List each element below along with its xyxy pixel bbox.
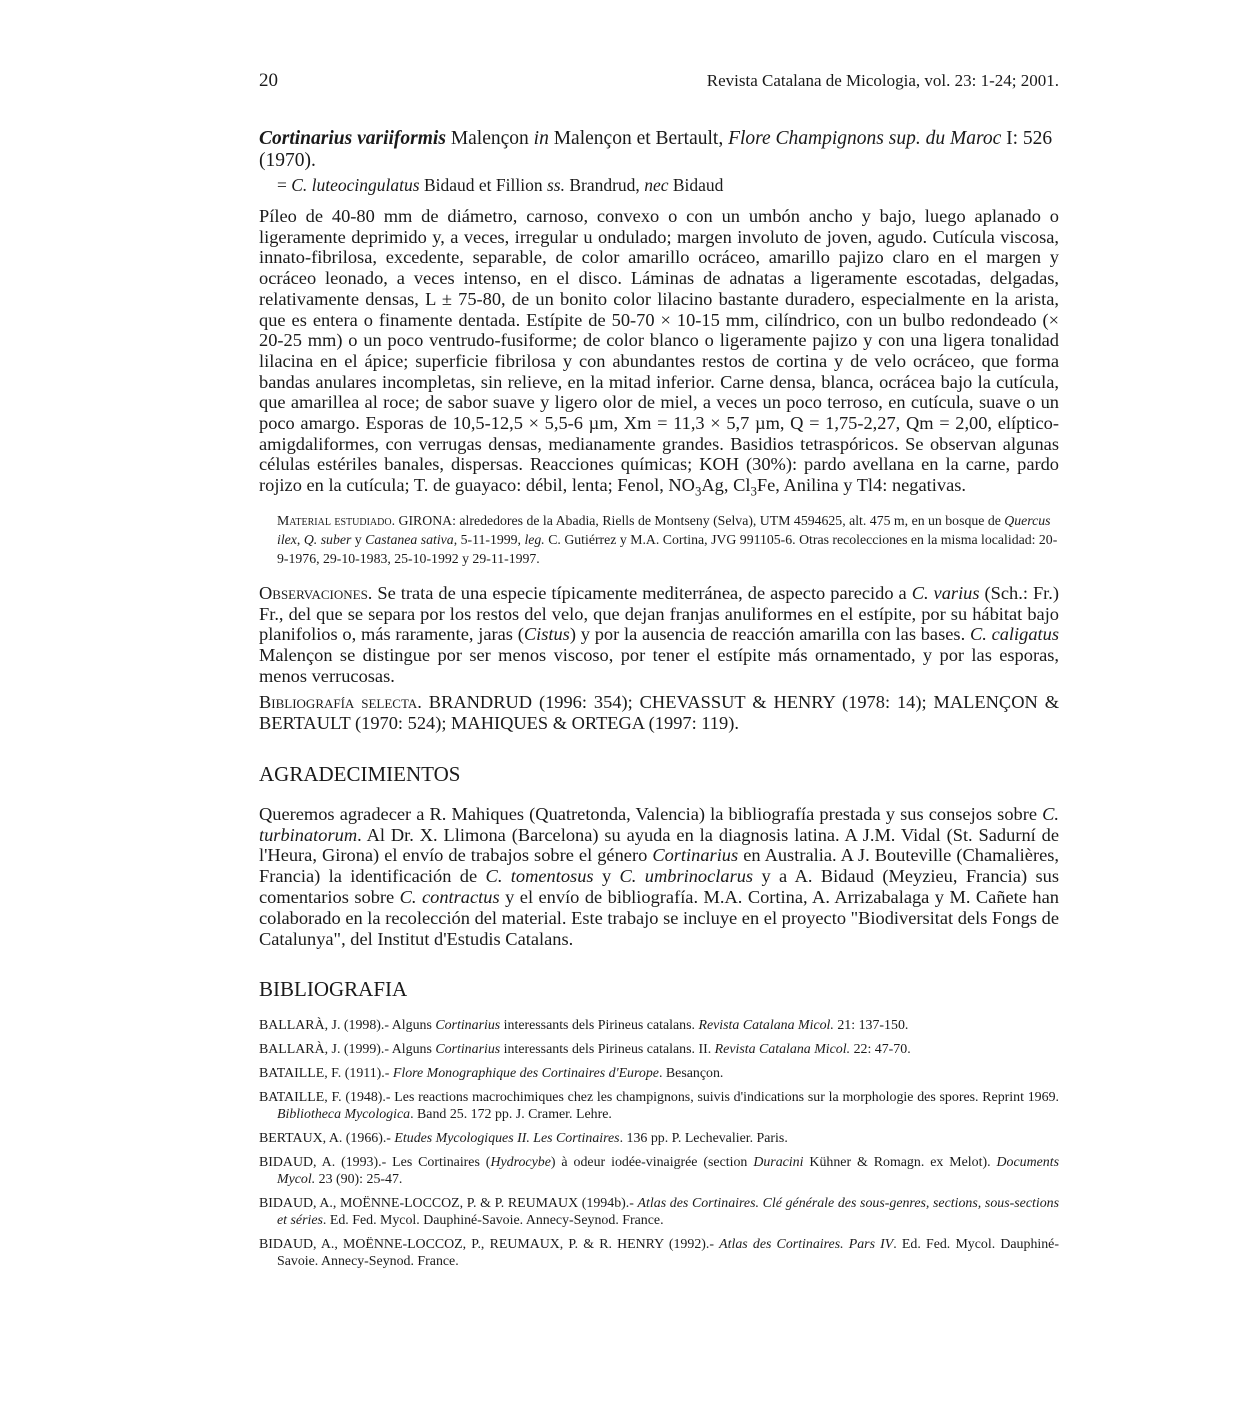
material-label: Material estudiado. <box>277 512 396 528</box>
ack-italic: C. tomentosus <box>485 866 594 887</box>
ack-italic: C. turbinatorum <box>259 803 1059 845</box>
material-italic: Quercus ilex <box>277 512 1051 547</box>
synonym-nec: nec <box>644 175 669 195</box>
bibliografia-heading: BIBLIOGRAFIA <box>259 977 408 1002</box>
observations-text: (Sch.: Fr.) Fr., del que se separa por los restos del velo, que dejan franjas anuliformes en el estípite, por su hábitat bajo planifolios o, más raramente, jaras ( <box>259 582 1060 645</box>
ack-text: y a A. Bidaud (Meyzieu, Francia) sus comentarios sobre <box>259 866 1059 907</box>
subscript: 3 <box>750 484 757 499</box>
ack-text: en Australia. A J. Bouteville (Chamalières, Francia) la identificación de <box>259 845 1059 887</box>
bibliografia-selecta <box>259 692 1059 733</box>
material-text: , <box>296 531 304 547</box>
synonym-author: Bidaud et Fillion <box>423 175 543 195</box>
ack-text: Queremos agradecer a R. Mahiques (Quatretonda, Valencia) la bibliografía prestada y sus consejos sobre <box>259 803 1043 824</box>
observations-text: Malençon se distingue por ser menos viscoso, por tener el estípite más ornamentado, y por las esporas, menos verrucosas. <box>259 644 1059 686</box>
synonym-eq: = <box>277 175 292 195</box>
reference-item: BIDAUD, A., MOËNNE-LOCCOZ, P., REUMAUX, P. & R. HENRY (1992).- Atlas des Cortinaires. Pars IV. Ed. Fed. Mycol. Dauphiné-Savoie. Annecy-Seynod. France. <box>259 1237 1059 1270</box>
species-name: Cortinarius variiformis <box>259 128 446 149</box>
observations-italic: C. varius <box>911 582 980 603</box>
observations-label: Observaciones. <box>259 582 373 603</box>
description-text: Píleo de 40-80 mm de diámetro, carnoso, convexo o con un umbón ancho y bajo, luego aplanado o ligeramente deprimido y, a veces, irregular u ondulado; margen involuto de joven, agudo. Cutícula viscosa, innato-fibrilosa, excedente, separable, de color amarillo ocráceo, amarillo pajizo claro en el margen y ocráceo leonado, a veces intenso, en el disco. Láminas de adnatas a ligeramente escotadas, delgadas, relativamente densas, L ± 75-80, de un bonito color lilacino bastante duradero, especialmente en la arista, que es entera o finamente dentada. Estípite de 50-70 × 10-15 mm, cilíndrico, con un bulbo redondeado (× 20-25 mm) o un poco ventrudo-fusiforme; de color blanco o ligeramente pajizo y con una ligera tonalidad lilacina en el ápice; superficie fibrilosa y con abundantes restos de cortina y de velo ocráceo, que forma bandas anulares incompletas, sin relieve, en la mitad inferior. Carne densa, blanca, ocrácea bajo la cutícula, que amarillea al roce; de sabor suave y ligero olor de miel, a veces un poco terroso, en cutícula, suave o un poco amargo. Esporas de 10,5-12,5 × 5,5-6 µm, Xm = 11,3 × 5,7 µm, Q = 1,75-2,27, Qm = 2,00, elíptico-amigdaliformes, con verrugas densas, medianamente grandes. Basidios tetraspóricos. Se observan algunas células estériles banales, dispersas. Reacciones químicas; KOH (30%): pardo avellana en la carne, pardo rojizo en la cutícula; T. de guayaco: débil, lenta; Fenol, NO <box>259 206 1059 496</box>
reference-item: BALLARÀ, J. (1999).- Alguns Cortinarius interessants dels Pirineus catalans. II. Revista Catalana Micol. 22: 47-70. <box>259 1042 911 1058</box>
reference-item: BATAILLE, F. (1948).- Les reactions macrochimiques chez les champignons, suivis d'indications sur la morphologie des spores. Reprint 1969. Bibliotheca Mycologica. Band 25. 172 pp. J. Cramer. Lehre. <box>259 1090 1059 1123</box>
agradecimientos-heading: AGRADECIMIENTOS <box>259 761 461 786</box>
material-studied <box>259 511 1059 568</box>
material-text: y <box>351 531 366 547</box>
ack-text: y el envío de bibliografía. M.A. Cortina, A. Arrizabalaga y M. Cañete han colaborado en la recolección del material. Este trabajo se incluye en el proyecto "Biodiversitat dels Fongs de Catalunya", del Institut d'Estudis Catalans. <box>259 886 1059 949</box>
material-italic: leg. <box>524 531 545 547</box>
paper-page <box>259 70 1059 1277</box>
synonym-name: C. luteocingulatus <box>291 175 420 195</box>
reference-item: BIDAUD, A., MOËNNE-LOCCOZ, P. & P. REUMAUX (1994b).- Atlas des Cortinaires. Clé générale des sous-genres, sections, sous-sections et séries. Ed. Fed. Mycol. Dauphiné-Savoie. Annecy-Seynod. France. <box>259 1196 1059 1229</box>
synonym-line <box>259 174 1059 196</box>
ack-italic: Cortinarius <box>652 845 739 866</box>
material-text: , 5-11-1999, <box>453 531 525 547</box>
page-number: 20 <box>259 70 278 91</box>
synonym-bidaud: Bidaud <box>672 175 724 195</box>
subscript: 3 <box>694 484 702 499</box>
material-italic: Castanea sativa <box>365 531 454 547</box>
reference-item: BALLARÀ, J. (1998).- Alguns Cortinarius interessants dels Pirineus catalans. Revista Catalana Micol. 21: 137-150. <box>259 1018 909 1034</box>
species-author: Malençon <box>450 128 529 149</box>
running-head <box>259 70 1059 92</box>
ack-italic: C. umbrinoclarus <box>619 866 754 887</box>
reference-item: BATAILLE, F. (1911).- Flore Monographique des Cortinaires d'Europe. Besançon. <box>259 1066 724 1082</box>
synonym-ss: ss. <box>546 175 565 195</box>
species-heading <box>259 128 1059 172</box>
species-author2: Malençon et Bertault, <box>553 128 724 149</box>
synonym-brandrud: Brandrud, <box>569 175 640 195</box>
observations-italic: C. caligatus <box>969 624 1059 645</box>
observations-italic: Cistus <box>523 624 570 645</box>
material-text: GIRONA: alrededores de la Abadia, Riells de Montseny (Selva), UTM 4594625, alt. 475 m, en un bosque de <box>395 512 1005 528</box>
reference-item: BERTAUX, A. (1966).- Etudes Mycologiques II. Les Cortinaires. 136 pp. P. Lechevalier. Paris. <box>259 1131 788 1147</box>
ack-text: . Al Dr. X. Llimona (Barcelona) su ayuda en la diagnosis latina. A J.M. Vidal (St. Sadurní de l'Heura, Girona) el envío de trabajos sobre el género <box>259 824 1059 866</box>
bibliografia-selecta-text: BRANDRUD (1996: 354); CHEVASSUT & HENRY (1978: 14); MALENÇON & BERTAULT (1970: 524); MAHIQUES & ORTEGA (1997: 119). <box>259 692 1060 734</box>
ack-text: y <box>593 866 620 887</box>
observations-text: Se trata de una especie típicamente mediterránea, de aspecto parecido a <box>372 582 912 603</box>
reference-list <box>259 1017 1059 1270</box>
work-title: Flore Champignons sup. du Maroc <box>728 128 1002 149</box>
bibliografia-selecta-label: Bibliografía selecta. <box>259 692 422 713</box>
observations <box>259 583 1059 687</box>
ack-italic: C. contractus <box>399 886 500 907</box>
description-text: Fe, Anilina y Tl4: negativas. <box>756 475 966 496</box>
material-text: C. Gutiérrez y M.A. Cortina, JVG 991105-6. Otras recolecciones en la misma localidad: 20-9-1976, 29-10-1983, 25-10-1992 y 29-11-1997. <box>277 531 1058 566</box>
species-description <box>259 206 1059 499</box>
description-text: Ag, Cl <box>701 475 751 496</box>
acknowledgements <box>259 804 1059 950</box>
in-word: in <box>533 128 549 149</box>
observations-text: ) y por la ausencia de reacción amarilla con las bases. <box>569 624 970 645</box>
journal-citation: Revista Catalana de Micologia, vol. 23: 1-24; 2001. <box>706 71 1059 90</box>
material-italic: Q. suber <box>303 531 352 547</box>
work-citation: I: 526 (1970). <box>259 128 1053 171</box>
reference-item: BIDAUD, A. (1993).- Les Cortinaires (Hydrocybe) à odeur iodée-vinaigrée (section Duracini Kühner & Romagn. ex Melot). Documents Mycol. 23 (90): 25-47. <box>259 1155 1059 1188</box>
